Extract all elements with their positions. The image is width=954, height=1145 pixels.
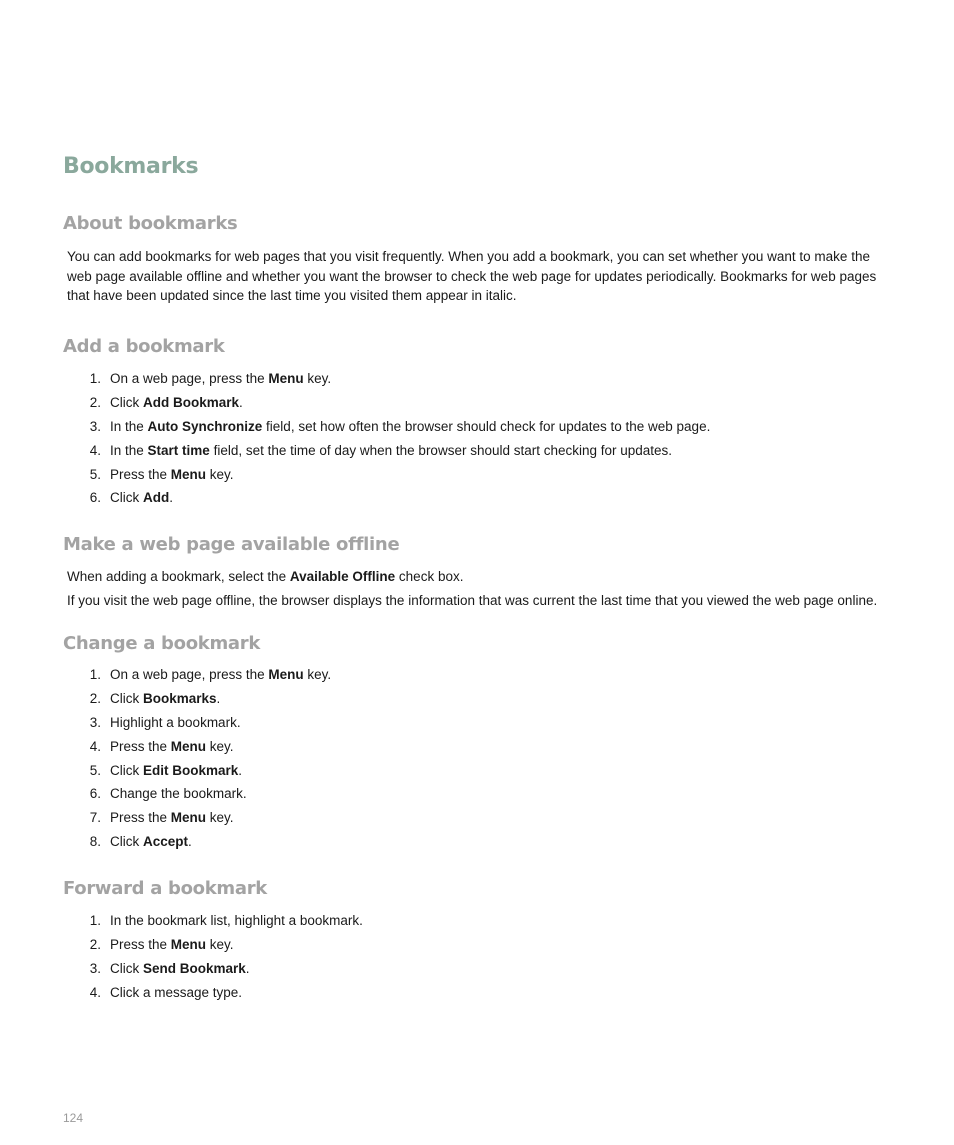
offline-paragraph-2: If you visit the web page offline, the browser displays the information that was current the last time that you viewed the web page online. — [67, 593, 878, 608]
step-text: Highlight a bookmark. — [110, 714, 241, 730]
step-number: 3 . — [87, 417, 101, 437]
paragraph-line: that have been updated since the last time you visited them appear in italic. — [67, 288, 517, 303]
step-number: 5 . — [87, 761, 101, 781]
forward-bookmark-heading: Forward a bookmark — [63, 878, 267, 899]
step-text: In the Auto Synchronize field, set how often the browser should check for updates to the web page. — [110, 418, 711, 434]
step-text: Click Edit Bookmark. — [110, 762, 243, 778]
step-text: Click Bookmarks. — [110, 690, 221, 706]
step-text: In the bookmark list, highlight a bookmark. — [110, 913, 363, 928]
paragraph-line: You can add bookmarks for web pages that you visit frequently. When you add a bookmark, you can set whether you want to make the — [67, 249, 870, 264]
about-bookmarks-paragraph — [67, 247, 897, 306]
step-number: 1 . — [87, 911, 101, 931]
step-number: 6 . — [87, 784, 101, 804]
step-text: On a web page, press the Menu key. — [110, 667, 332, 682]
step-text: Click Add. — [110, 490, 174, 506]
add-bookmark-heading: Add a bookmark — [63, 336, 225, 357]
step-text: Press the Menu key. — [110, 936, 234, 952]
step-text: Change the bookmark. — [110, 786, 247, 802]
step-number: 4 . — [87, 441, 101, 461]
step-number: 7 . — [87, 808, 101, 828]
step-number: 2 . — [87, 689, 101, 709]
change-bookmark-heading: Change a bookmark — [63, 633, 260, 654]
step-text: Press the Menu key. — [110, 810, 234, 826]
about-bookmarks-heading: About bookmarks — [63, 213, 238, 234]
step-text: In the Start time field, set the time of day when the browser should start checking for updates. — [110, 442, 673, 458]
step-number: 1 . — [87, 665, 101, 685]
step-number: 6 . — [87, 488, 101, 508]
step-number: 8 . — [87, 832, 101, 852]
step-text: On a web page, press the Menu key. — [110, 371, 332, 386]
page-number: 124 — [63, 1111, 84, 1125]
step-number: 4 . — [87, 737, 101, 757]
step-number: 4 . — [87, 983, 101, 1003]
paragraph-line: web page available offline and whether you want the browser to check the web page for updates periodically. Bookmarks for web pages — [67, 268, 877, 284]
step-text: Click Add Bookmark. — [110, 394, 243, 410]
step-text: Click Send Bookmark. — [110, 960, 250, 976]
page-title: Bookmarks — [63, 154, 199, 179]
step-text: Press the Menu key. — [110, 738, 234, 754]
step-number: 1 . — [87, 369, 101, 389]
step-number: 3 . — [87, 713, 101, 733]
step-text: Press the Menu key. — [110, 466, 234, 482]
step-number: 5 . — [87, 465, 101, 485]
step-number: 2 . — [87, 935, 101, 955]
step-number: 2 . — [87, 393, 101, 413]
step-text: Click Accept. — [110, 834, 192, 850]
step-text: Click a message type. — [110, 984, 243, 1000]
offline-heading: Make a web page available offline — [63, 534, 400, 555]
offline-paragraph-1: When adding a bookmark, select the Available Offline check box. — [67, 569, 464, 584]
step-number: 3 . — [87, 959, 101, 979]
